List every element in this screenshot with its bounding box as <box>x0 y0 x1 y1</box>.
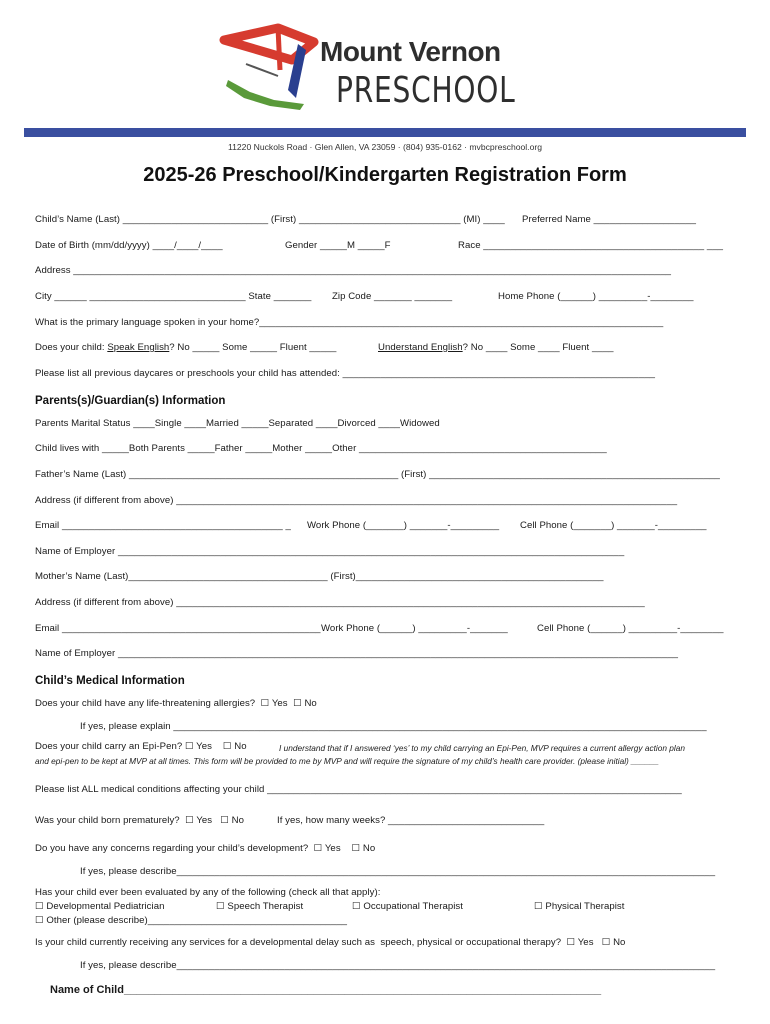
mother-name-line[interactable]: Mother’s Name (Last)_____________________________________ (First)______________________________________________ <box>35 571 604 582</box>
opt-other[interactable] <box>35 915 347 927</box>
allergies-question <box>35 698 317 710</box>
epipen-yes-label: Yes <box>196 741 212 752</box>
school-address: 11220 Nuckols Road · Glen Allen, VA 23059 · (804) 935-0162 · mvbcpreschool.org <box>227 142 542 152</box>
address-line[interactable]: Address _______________________________________________________________________________________________________________ <box>35 265 672 276</box>
allergies-yes-checkbox[interactable]: ☐ <box>260 698 272 709</box>
services-label: Is your child currently receiving any services for a developmental delay such as speech, physical or occupational therapy? <box>35 937 562 948</box>
epipen-note-line-2[interactable]: and epi-pen to be kept at MVP at all times. This form will be provided to me by MVP and will require the signature of my child’s health care provider. (please initial) ______ <box>35 756 659 766</box>
language-line[interactable]: What is the primary language spoken in your home?___________________________________________________________________________ <box>35 317 664 328</box>
opt-occ-label: Occupational Therapist <box>363 901 463 912</box>
services-yes-label: Yes <box>577 937 594 948</box>
medical-heading: Child’s Medical Information <box>35 675 185 687</box>
mother-address-line[interactable]: Address (if different from above) _______________________________________________________________________________________ <box>35 597 645 608</box>
allergies-explain-line[interactable]: If yes, please explain ___________________________________________________________________________________________________ <box>80 721 707 732</box>
development-describe-line[interactable]: If yes, please describe____________________________________________________________________________________________________ <box>80 866 716 877</box>
opt-other-label: Other (please describe)_____________________________________ <box>46 915 348 926</box>
services-no-label: No <box>613 937 626 948</box>
evaluated-question: Has your child ever been evaluated by any of the following (check all that apply): <box>35 887 381 898</box>
brand-name: Mount Vernon <box>320 36 501 67</box>
marital-status-line[interactable]: Parents Marital Status ____Single ____Married _____Separated ____Divorced ____Widowed <box>35 418 440 429</box>
city-state-line[interactable]: City ______ _____________________________ State _______ <box>35 291 312 302</box>
english-prefix: Does your child: <box>35 342 108 353</box>
race-line[interactable]: Race _________________________________________ ___ <box>458 240 723 251</box>
mother-cell-phone-line[interactable]: Cell Phone (______) _________-________ <box>537 623 724 634</box>
checkbox-icon[interactable]: ☐ <box>216 901 228 912</box>
allergies-no-label: No <box>304 698 317 709</box>
father-employer-line[interactable]: Name of Employer ______________________________________________________________________________________________ <box>35 546 625 557</box>
understand-english-options: ? No ____ Some ____ Fluent ____ <box>462 342 614 353</box>
father-work-phone-line[interactable]: Work Phone (_______) _______-_________ <box>307 520 500 531</box>
header-bar <box>24 128 746 137</box>
mother-work-phone-line[interactable]: Work Phone (______) _________-_______ <box>321 623 508 634</box>
father-cell-phone-line[interactable]: Cell Phone (_______) _______-_________ <box>520 520 707 531</box>
epipen-no-checkbox[interactable]: ☐ <box>222 741 235 752</box>
premature-question <box>35 815 244 827</box>
development-yes-checkbox[interactable]: ☐ <box>313 843 325 854</box>
zip-line[interactable]: Zip Code _______ _______ <box>332 291 453 302</box>
previous-daycares-line[interactable]: Please list all previous daycares or preschools your child has attended: __________________________________________________________ <box>35 368 655 379</box>
services-describe-line[interactable]: If yes, please describe____________________________________________________________________________________________________ <box>80 960 716 971</box>
speak-english-label: Speak English <box>107 342 170 353</box>
development-question <box>35 843 375 855</box>
development-label: Do you have any concerns regarding your child’s development? <box>35 843 309 854</box>
english-line[interactable] <box>35 342 336 354</box>
premature-yes-checkbox[interactable]: ☐ <box>185 815 197 826</box>
checkbox-icon[interactable]: ☐ <box>534 901 546 912</box>
development-yes-label: Yes <box>324 843 341 854</box>
allergies-label: Does your child have any life-threatening allergies? <box>35 698 256 709</box>
services-no-checkbox[interactable]: ☐ <box>601 937 614 948</box>
child-lives-with-line[interactable]: Child lives with _____Both Parents _____Father _____Mother _____Other ______________________________________________ <box>35 443 607 454</box>
opt-physical-therapist[interactable] <box>534 901 624 913</box>
epipen-no-label: No <box>234 741 247 752</box>
epipen-note-line-1: I understand that if I answered ‘yes’ to my child carrying an Epi-Pen, MVP requires a current allergy action plan <box>279 743 685 753</box>
father-email-line[interactable]: Email _________________________________________ _ <box>35 520 291 531</box>
premature-no-label: No <box>231 815 245 826</box>
services-yes-checkbox[interactable]: ☐ <box>566 937 578 948</box>
understand-english-line[interactable] <box>378 342 614 354</box>
gender-line[interactable]: Gender _____M _____F <box>285 240 391 251</box>
development-no-checkbox[interactable]: ☐ <box>351 843 363 854</box>
epipen-yes-checkbox[interactable]: ☐ <box>184 741 197 752</box>
opt-speech-therapist[interactable] <box>216 901 303 913</box>
opt-phys-label: Physical Therapist <box>545 901 625 912</box>
allergies-no-checkbox[interactable]: ☐ <box>293 698 305 709</box>
understand-english-label: Understand English <box>378 342 463 353</box>
premature-weeks-line[interactable]: If yes, how many weeks? _____________________________ <box>277 815 545 826</box>
checkbox-icon[interactable]: ☐ <box>35 915 47 926</box>
speak-english-options: ? No _____ Some _____ Fluent _____ <box>169 342 337 353</box>
epipen-label: Does your child carry an Epi-Pen? <box>35 741 183 752</box>
child-name-line[interactable]: Child’s Name (Last) ___________________________ (First) ______________________________ (MI) ____ <box>35 214 505 225</box>
opt-speech-label: Speech Therapist <box>227 901 304 912</box>
preschool-logo-icon <box>218 20 328 120</box>
mother-email-line[interactable]: Email ________________________________________________ <box>35 623 321 634</box>
father-name-line[interactable]: Father’s Name (Last) __________________________________________________ (First) ______________________________________________________ <box>35 469 720 480</box>
mother-employer-line[interactable]: Name of Employer ________________________________________________________________________________________________________ <box>35 648 679 659</box>
parents-heading: Parents(s)/Guardian(s) Information <box>35 395 226 407</box>
checkbox-icon[interactable]: ☐ <box>352 901 364 912</box>
premature-no-checkbox[interactable]: ☐ <box>220 815 232 826</box>
premature-yes-label: Yes <box>196 815 213 826</box>
dob-line[interactable]: Date of Birth (mm/dd/yyyy) ____/____/____ <box>35 240 223 251</box>
opt-dev-label: Developmental Pediatrician <box>46 901 165 912</box>
development-no-label: No <box>362 843 376 854</box>
father-address-line[interactable]: Address (if different from above) _____________________________________________________________________________________________ <box>35 495 678 506</box>
services-question <box>35 937 625 949</box>
form-title: 2025-26 Preschool/Kindergarten Registration Form <box>143 164 627 186</box>
premature-label: Was your child born prematurely? <box>35 815 180 826</box>
allergies-yes-label: Yes <box>271 698 288 709</box>
home-phone-line[interactable]: Home Phone (______) _________-________ <box>498 291 694 302</box>
opt-occupational-therapist[interactable] <box>352 901 463 913</box>
epipen-question <box>35 741 247 753</box>
opt-dev-pediatrician[interactable] <box>35 901 164 913</box>
name-of-child-line[interactable]: Name of Child______________________________________________________________________________ <box>50 984 602 996</box>
checkbox-icon[interactable]: ☐ <box>35 901 47 912</box>
medical-conditions-line[interactable]: Please list ALL medical conditions affecting your child _____________________________________________________________________________ <box>35 784 682 795</box>
brand-subtitle: PRESCHOOL <box>336 70 516 111</box>
preferred-name-line[interactable]: Preferred Name ___________________ <box>522 214 696 225</box>
